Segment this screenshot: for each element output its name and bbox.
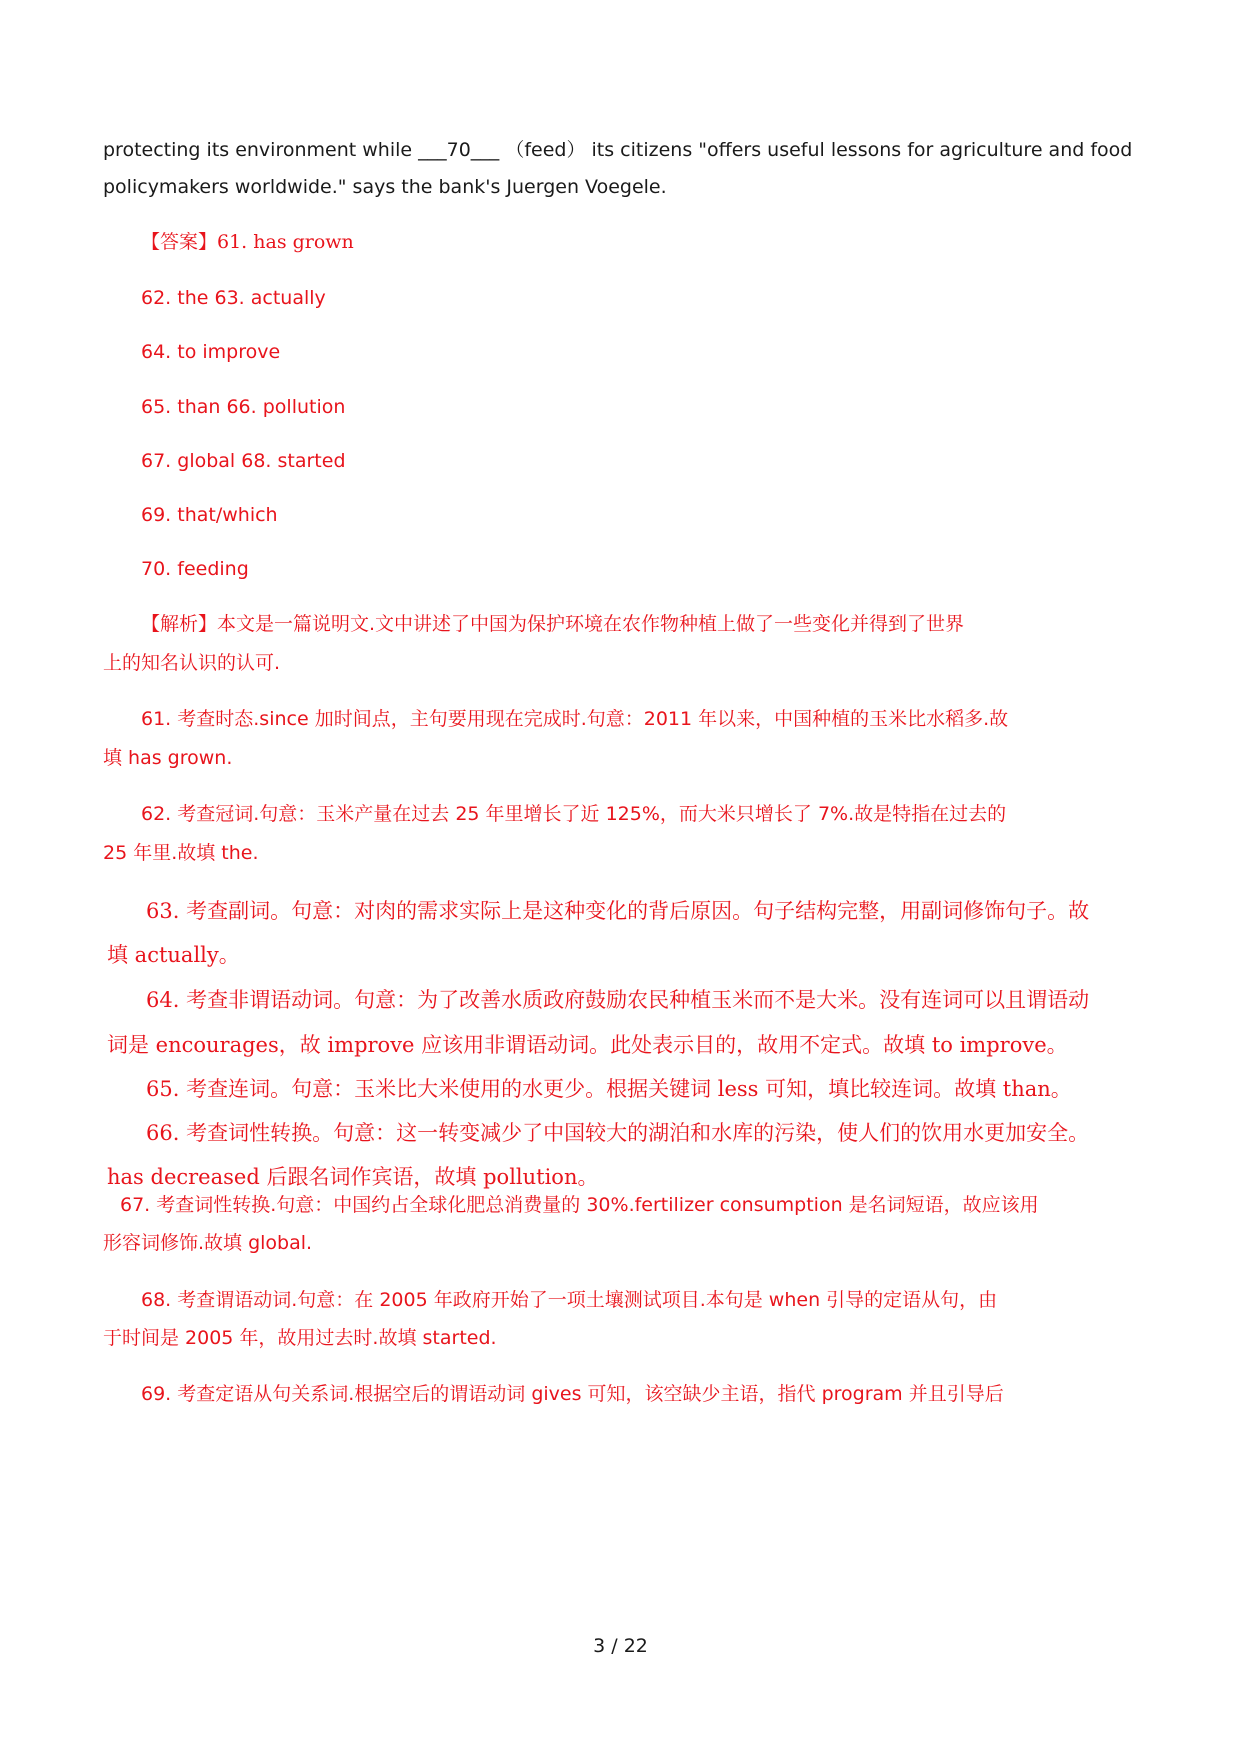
answer-70: 70. feeding [141, 558, 249, 580]
analysis-intro-line-1: 【解析】本文是一篇说明文.文中讲述了中国为保护环境在农作物种植上做了一些变化并得到了世界 [141, 613, 965, 635]
explanation-66-line-2: has decreased 后跟名词作宾语，故填 pollution。 [107, 1165, 599, 1189]
explanation-62-line-2: 25 年里.故填 the. [103, 842, 259, 864]
explanation-62-line-1: 62. 考查冠词.句意：玉米产量在过去 25 年里增长了近 125%，而大米只增长了 7%.故是特指在过去的 [141, 803, 1007, 825]
passage-line-2: policymakers worldwide." says the bank's Juergen Voegele. [103, 176, 667, 198]
explanation-69-line-1: 69. 考查定语从句关系词.根据空后的谓语动词 gives 可知，该空缺少主语，指代 program 并且引导后 [141, 1383, 1004, 1405]
explanation-67-line-2: 形容词修饰.故填 global. [103, 1232, 313, 1254]
answer-61: 【答案】61. has grown [141, 231, 354, 253]
page-number: 3 / 22 [593, 1635, 648, 1657]
answer-67-68: 67. global 68. started [141, 450, 346, 472]
answer-65-66: 65. than 66. pollution [141, 396, 346, 418]
explanation-61-line-2: 填 has grown. [103, 747, 233, 769]
answer-62-63: 62. the 63. actually [141, 287, 326, 309]
explanation-63-line-1: 63. 考查副词。句意：对肉的需求实际上是这种变化的背后原因。句子结构完整，用副词修饰句子。故 [146, 899, 1090, 923]
explanation-68-line-1: 68. 考查谓语动词.句意：在 2005 年政府开始了一项土壤测试项目.本句是 when 引导的定语从句，由 [141, 1289, 998, 1311]
explanation-64-line-2: 词是 encourages，故 improve 应该用非谓语动词。此处表示目的，故用不定式。故填 to improve。 [107, 1033, 1068, 1057]
analysis-intro-line-2: 上的知名认识的认可. [103, 652, 281, 674]
passage-line-1: protecting its environment while ___70___ （feed） its citizens "offers useful lessons for agriculture and food [103, 139, 1133, 161]
explanation-66-line-1: 66. 考查词性转换。句意：这一转变减少了中国较大的湖泊和水库的污染，使人们的饮用水更加安全。 [146, 1121, 1090, 1145]
explanation-64-line-1: 64. 考查非谓语动词。句意：为了改善水质政府鼓励农民种植玉米而不是大米。没有连词可以且谓语动 [146, 988, 1090, 1012]
explanation-61-line-1: 61. 考查时态.since 加时间点，主句要用现在完成时.句意：2011 年以来，中国种植的玉米比水稻多.故 [141, 708, 1009, 730]
explanation-68-line-2: 于时间是 2005 年，故用过去时.故填 started. [103, 1327, 497, 1349]
answer-64: 64. to improve [141, 341, 281, 363]
explanation-65: 65. 考查连词。句意：玉米比大米使用的水更少。根据关键词 less 可知，填比较连词。故填 than。 [146, 1077, 1072, 1101]
answer-69: 69. that/which [141, 504, 278, 526]
explanation-67-line-1: 67. 考查词性转换.句意：中国约占全球化肥总消费量的 30%.fertilizer consumption 是名词短语，故应该用 [120, 1194, 1039, 1216]
explanation-63-line-2: 填 actually。 [107, 943, 240, 967]
